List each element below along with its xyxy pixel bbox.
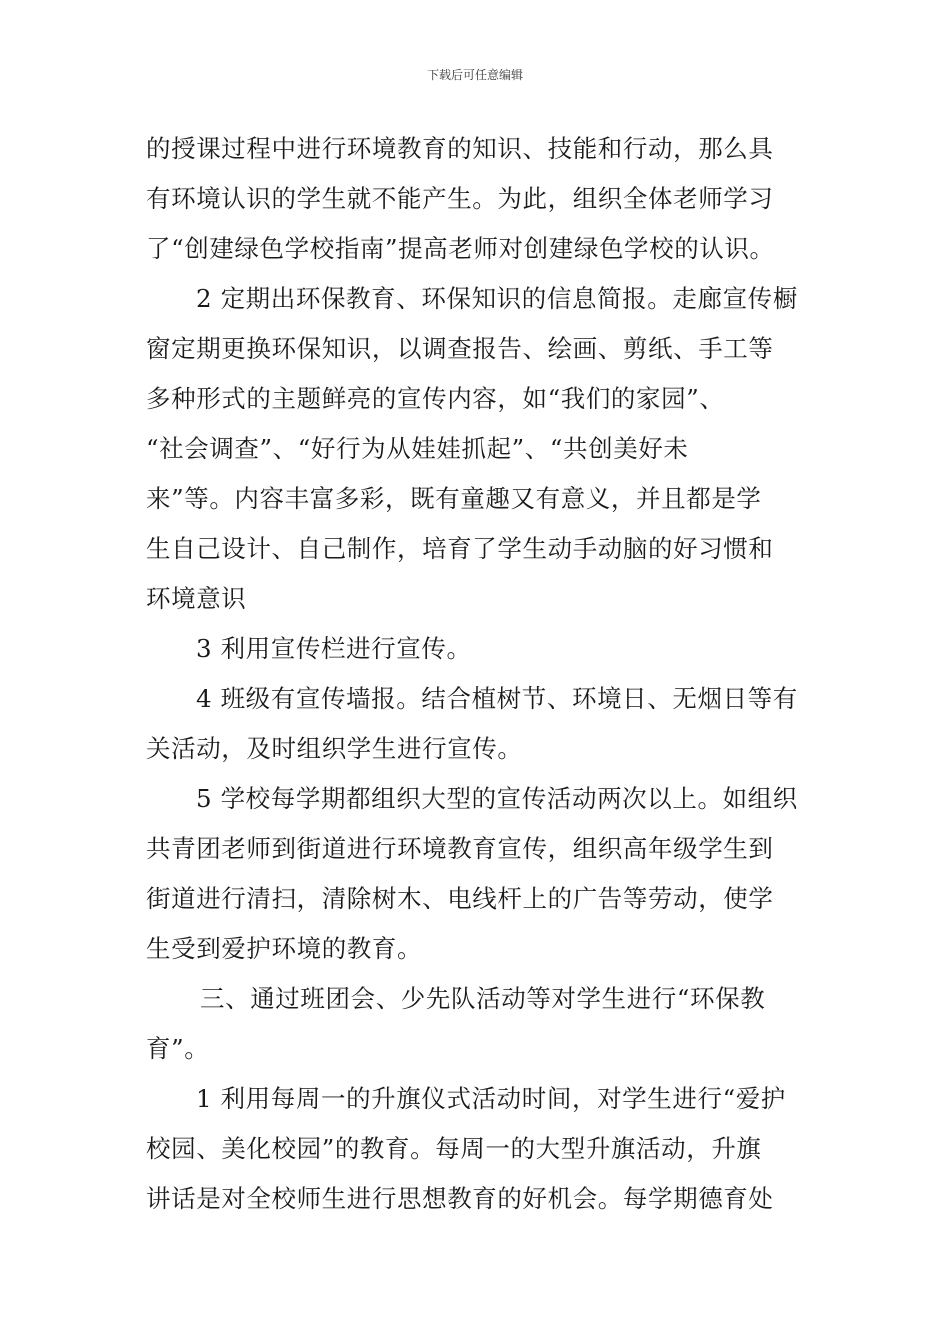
text-line: 1 利用每周一的升旗仪式活动时间，对学生进行“爱护 <box>196 1084 786 1113</box>
text-line: 共青团老师到街道进行环境教育宣传，组织高年级学生到 <box>146 834 774 863</box>
text-line: 生受到爱护环境的教育。 <box>146 934 423 963</box>
text-line: 窗定期更换环保知识，以调查报告、绘画、剪纸、手工等 <box>146 334 774 363</box>
section-heading: 三、通过班团会、少先队活动等对学生进行“环保教 <box>200 984 766 1013</box>
section-heading: 育”。 <box>146 1034 210 1063</box>
text-line: 了“创建绿色学校指南”提高老师对创建绿色学校的认识。 <box>146 234 775 263</box>
text-line: 5 学校每学期都组织大型的宣传活动两次以上。如组织 <box>196 784 798 813</box>
page-header: 下载后可任意编辑 <box>426 68 523 82</box>
text-line: 4 班级有宣传墙报。结合植树节、环境日、无烟日等有 <box>196 684 798 713</box>
text-line: 校园、美化校园”的教育。每周一的大型升旗活动，升旗 <box>146 1134 762 1163</box>
text-line: 讲话是对全校师生进行思想教育的好机会。每学期德育处 <box>146 1184 774 1213</box>
text-line: 街道进行清扫，清除树木、电线杆上的广告等劳动，使学 <box>146 884 774 913</box>
text-line: 多种形式的主题鲜亮的宣传内容，如“我们的家园”、 <box>146 384 725 413</box>
text-line: 来”等。内容丰富多彩，既有童趣又有意义，并且都是学 <box>146 484 762 513</box>
text-line: 环境意识 <box>146 584 247 613</box>
text-line: 生自己设计、自己制作，培育了学生动手动脑的好习惯和 <box>146 534 774 563</box>
text-line: “社会调查”、“好行为从娃娃抓起”、“共创美好未 <box>146 434 689 463</box>
text-line: 关活动，及时组织学生进行宣传。 <box>146 734 523 763</box>
text-line: 有环境认识的学生就不能产生。为此，组织全体老师学习 <box>146 184 774 213</box>
text-line: 3 利用宣传栏进行宣传。 <box>196 634 472 663</box>
text-line: 2 定期出环保教育、环保知识的信息简报。走廊宣传橱 <box>196 284 798 313</box>
text-line: 的授课过程中进行环境教育的知识、技能和行动，那么具 <box>146 134 774 163</box>
